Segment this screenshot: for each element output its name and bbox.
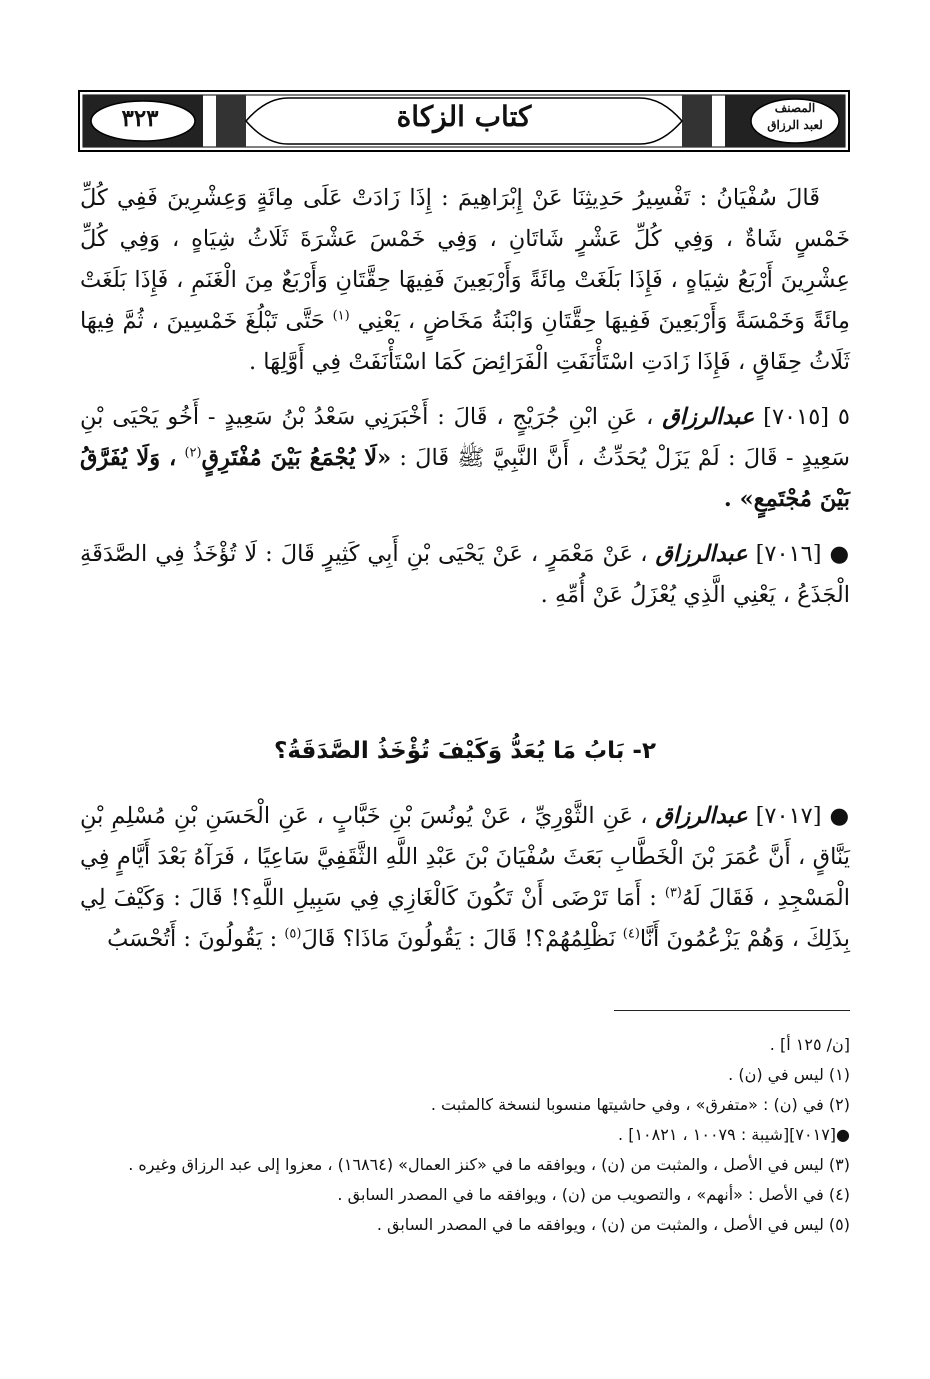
hadith-source: عبدالرزاق (655, 803, 748, 829)
hadith-text: ، عَنْ مَعْمَرٍ ، عَنْ يَحْيَى بْنِ أَبِي كَثِيرٍ قَالَ : لَا تُؤْخَذُ فِي الصَّدَقَةِ الْجَذَعُ ، يَعْنِي الَّذِي يُعْزَلُ عَنْ أُمِّهِ . (80, 541, 850, 608)
footnote-item: (١) ليس في (ن) . (728, 1065, 850, 1084)
section-heading: ٢- بَابُ مَا يُعَدُّ وَكَيْفَ تُؤْخَذُ الصَّدَقَةُ؟ (274, 738, 656, 764)
prophet-quote-cont: ، وَلَا يُفَرَّقُ بَيْنَ مُجْتَمِعٍ» . (80, 445, 850, 512)
hadith-text: ، عَنِ ابْنِ جُرَيْجٍ ، قَالَ : أَخْبَرَنِي سَعْدُ بْنُ سَعِيدٍ - أَخُو يَحْيَى بْنِ سَعِيدٍ - قَالَ : لَمْ يَزَلْ يُحَدِّثُ ، أَنَّ النَّبِيَّ ﷺ قَالَ : (80, 404, 850, 471)
footnote-item: [ن/ ١٢٥ أ] . (769, 1035, 850, 1054)
prophet-quote: «لَا يُجْمَعُ بَيْنَ مُفْتَرِقٍ (201, 445, 392, 471)
hadith-number: [٧٠١٧] (755, 803, 822, 829)
footnote-item: (٢) في (ن) : «متفرق» ، وفي حاشيتها منسوبا لنسخة كالمثبت . (430, 1095, 850, 1114)
hadith-number: [٧٠١٦] (755, 541, 822, 567)
footnote-item: (٤) في الأصل : «أنهم» ، والتصويب من (ن) ، ويوافقه ما في المصدر السابق . (337, 1185, 850, 1204)
hadith-text-cont: : أَمَا تَرْضَى أَنْ تَكُونَ كَالْغَازِي فِي سَبِيلِ اللَّهِ؟! قَالَ : وَكَيْفَ لِي بِذَلِكَ ، وَهُمْ يَزْعُمُونَ أَنَّا (80, 885, 850, 952)
hadith-marker: ● (829, 803, 850, 829)
footnote-ref-5: (٥) (284, 926, 302, 942)
main-text (80, 178, 850, 630)
paragraph-text: قَالَ سُفْيَانُ : تَفْسِيرُ حَدِيثِنَا عَنْ إِبْرَاهِيمَ : إِذَا زَادَتْ عَلَى مِائَةٍ وَعِشْرِينَ فَفِي كُلِّ خَمْسٍ شَاةٌ ، وَفِي كُلِّ عَشْرٍ شَاتَانِ ، وَفِي خَمْسَ عَشْرَةَ ثَلَاثُ شِيَاهٍ ، وَفِي كُلِّ عِشْرِينَ أَرْبَعُ شِيَاهٍ ، فَإِذَا بَلَغَتْ مِائَةً وَأَرْبَعِينَ فَفِيهَا حِقَّتَانِ وَأَرْبَعٌ مِنَ الْغَنَمِ ، فَإِذَا بَلَغَتْ مِائَةً وَخَمْسَةً وَأَرْبَعِينَ فَفِيهَا حِقَّتَانِ وَابْنَةُ مَخَاضٍ ، يَعْنِي (80, 185, 850, 334)
logo-text-line2: لعبد الرزاق (767, 118, 823, 132)
hadith-text-cont2: نَظْلِمُهُمْ؟! قَالَ : يَقُولُونَ مَاذَا؟ قَالَ (301, 926, 616, 952)
hadith-text-cont3: : يَقُولُونَ : أَتُحْسَبُ (107, 926, 278, 952)
hadith-number: [٧٠١٥] (763, 404, 830, 430)
hadith-source: عبدالرزاق (655, 541, 748, 567)
hadith-text: ، عَنِ الثَّوْرِيِّ ، عَنْ يُونُسَ بْنِ خَبَّابٍ ، عَنِ الْحَسَنِ بْنِ مُسْلِمِ بْنِ يَنَّاقٍ ، أَنَّ عُمَرَ بْنَ الْخَطَّابِ بَعَثَ سُفْيَانَ بْنَ عَبْدِ اللَّهِ الثَّقَفِيَّ سَاعِيًا ، فَرَآهُ بَعْدَ أَيَّامٍ فِي الْمَسْجِدِ ، فَقَالَ لَهُ (80, 803, 850, 911)
footnote-ref-4: (٤) (622, 926, 640, 942)
footnotes (80, 1030, 850, 1240)
footnote-ref-1: (١) (332, 308, 350, 324)
paragraph-text-cont: حَتَّى تَبْلُغَ خَمْسِينَ ، ثُمَّ فِيهَا ثَلَاثُ حِقَاقٍ ، فَإِذَا زَادَتِ اسْتَأْنَفَتِ الْفَرَائِضَ كَمَا اسْتَأْنَفَتْ فِي أَوَّلِهَا . (80, 308, 850, 375)
hadith-marker: ٥ (837, 404, 850, 430)
hadith-7017 (80, 796, 850, 960)
hadith-source: عبدالرزاق (662, 404, 755, 430)
footnote-ref-2: (٢) (184, 445, 202, 461)
footnote-ref-3: (٣) (664, 885, 682, 901)
main-text-2 (80, 796, 850, 960)
hadith-marker: ● (829, 541, 850, 567)
footnote-item: (٣) ليس في الأصل ، والمثبت من (ن) ، ويوافقه ما في «كنز العمال» (١٦٨٦٤) ، معزوا إلى عبد الرزاق وغيره . (128, 1155, 850, 1174)
logo-text-line1: المصنف (774, 101, 816, 115)
page-header (78, 90, 850, 152)
book-title: كتاب الزكاة (396, 100, 532, 133)
footnote-item: ●[٧٠١٧][شيبة : ١٠٠٧٩ ، ١٠٨٢١] . (618, 1125, 850, 1144)
hadith-7016 (80, 534, 850, 616)
page-number: ٣٢٣ (121, 105, 159, 132)
footnote-divider (614, 1010, 850, 1011)
footnote-item: (٥) ليس في الأصل ، والمثبت من (ن) ، ويوافقه ما في المصدر السابق . (376, 1215, 850, 1234)
paragraph-sufyan (80, 178, 850, 383)
hadith-7015 (80, 397, 850, 520)
